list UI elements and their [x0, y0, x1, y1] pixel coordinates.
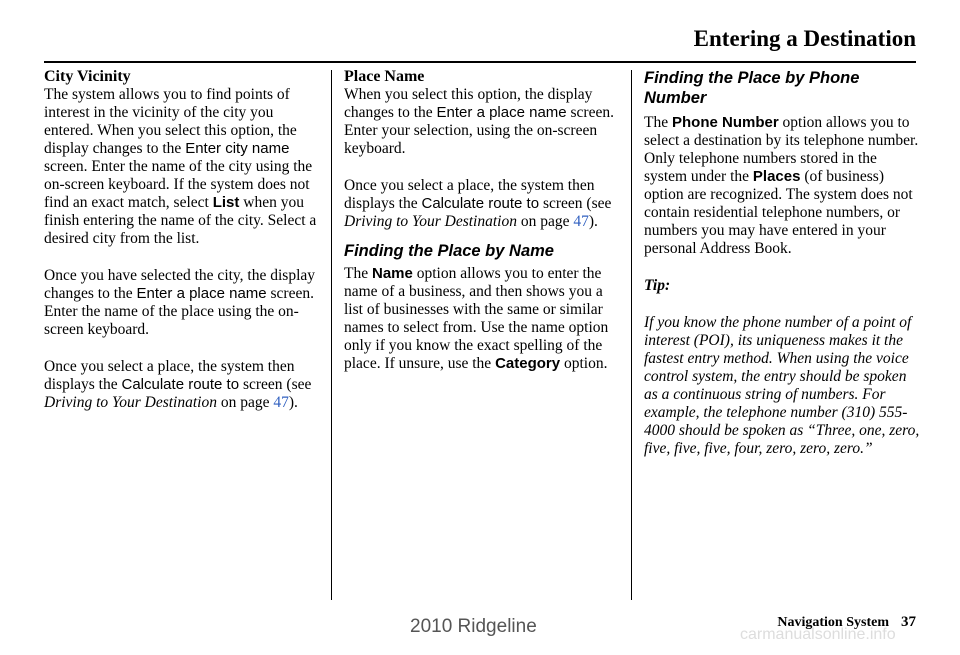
text: Once you select a place, the system then displays the [344, 177, 595, 212]
paragraph [344, 177, 620, 231]
section-heading-place-name: Place Name [344, 68, 425, 85]
footer-section-label: Navigation System [777, 615, 889, 630]
text: Once you select a place, the system then displays the [44, 358, 295, 393]
ui-term: Calculate route to [121, 376, 240, 393]
ui-term: Category [495, 355, 561, 372]
page-link[interactable]: 47 [273, 394, 289, 411]
ui-term: Enter city name [185, 140, 290, 157]
text: (of business) option are recognized. The system does not contain residential telephone numbers, or numbers you may have entered in your personal Address Book. [644, 168, 913, 257]
text: screen (see [539, 195, 612, 212]
tip-heading: Tip: [644, 277, 671, 294]
ui-term: Enter a place name [436, 104, 567, 121]
column-divider [631, 70, 632, 600]
paragraph [44, 358, 320, 412]
ui-term: Places [752, 168, 801, 185]
ui-term: Name [371, 265, 413, 282]
paragraph [644, 114, 920, 258]
text: screen. Enter your selection, using the on-screen keyboard. [344, 104, 614, 157]
text: screen. Enter the name of the city using the on-screen keyboard. If the system does not find an exact match, select [44, 158, 313, 211]
text: When you select this option, the display changes to the [344, 86, 593, 121]
text: ). [588, 213, 598, 230]
page-link[interactable]: 47 [573, 213, 589, 230]
text: screen. Enter the name of the place using the on-screen keyboard. [44, 285, 314, 338]
paragraph [44, 86, 320, 248]
section-heading-find-by-name: Finding the Place by Name [344, 242, 554, 260]
watermark-site: carmanualsonline.info [740, 626, 896, 643]
text: on page [216, 394, 274, 411]
ui-term: Enter a place name [136, 285, 267, 302]
watermark-model: 2010 Ridgeline [410, 616, 537, 637]
paragraph [344, 265, 620, 373]
paragraph [344, 86, 620, 158]
page-number: 37 [901, 614, 916, 630]
column-place-name [344, 68, 620, 392]
text: The [344, 265, 372, 282]
tip-body: If you know the phone number of a point of interest (POI), its uniqueness makes it the fastest entry method. When using the voice control system, the entry should be spoken as a continuous string of numbers. For example, the telephone number (310) 555-4000 should be spoken as “Three, one, zero, five, five, five, four, zero, zero, zero.” [644, 314, 920, 457]
text: option allows you to enter the name of a business, and then shows you a list of businesses with the same or similar names to select from. Use the name option only if you know the exact spelling of the place. If unsure, use the [344, 265, 609, 372]
column-city-vicinity [44, 68, 320, 431]
text: option allows you to select a destination by its telephone number. Only telephone numbers stored in the system under the [644, 114, 919, 185]
section-heading-city-vicinity: City Vicinity [44, 68, 131, 85]
text: screen (see [239, 376, 312, 393]
reference-title: Driving to Your Destination [344, 213, 517, 230]
ui-term: List [212, 194, 240, 211]
text: option. [560, 355, 608, 372]
reference-title: Driving to Your Destination [44, 394, 217, 411]
section-heading-find-by-phone: Finding the Place by Phone Number [644, 69, 860, 107]
ui-term: Calculate route to [421, 195, 540, 212]
text: The [644, 114, 672, 131]
text: Once you have selected the city, the display changes to the [44, 267, 316, 302]
paragraph [44, 267, 320, 339]
column-divider [331, 70, 332, 600]
title-rule [44, 61, 916, 63]
text: on page [516, 213, 574, 230]
text: The system allows you to find points of interest in the vicinity of the city you entered. When you select this option, the display changes to the [44, 86, 297, 157]
ui-term: Phone Number [671, 114, 779, 131]
column-phone-number [644, 68, 920, 477]
text: ). [288, 394, 298, 411]
page-title: Entering a Destination [693, 26, 916, 51]
text: when you finish entering the name of the city. Select a desired city from the list. [44, 194, 317, 247]
